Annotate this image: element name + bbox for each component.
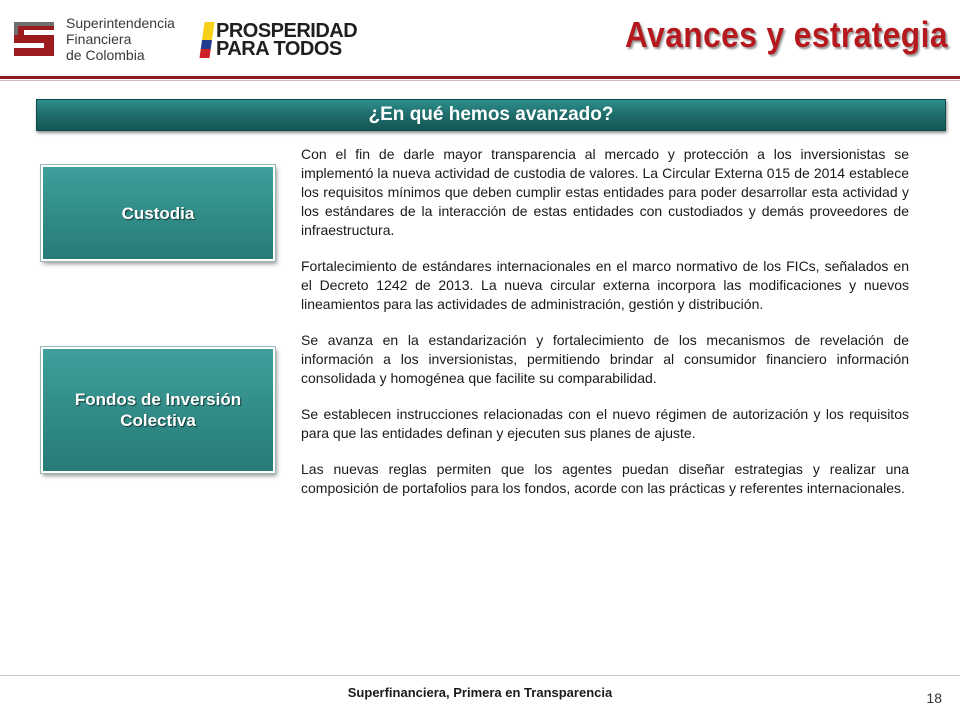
superfinanciera-logo-text — [66, 15, 175, 63]
prosperidad-logo — [202, 20, 357, 60]
page-number: 18 — [926, 690, 942, 706]
superfinanciera-logo-mark-icon — [8, 14, 60, 64]
footer-divider — [0, 675, 960, 676]
paragraph-disclosure: Se avanza en la estandarización y fortalecimiento de los mecanismos de revelación de información a los inversionistas, permitiendo brindar al consumidor financiero información consolidada y homogénea que facilite su comparabilidad. — [301, 332, 909, 386]
paragraph-portfolio: Las nuevas reglas permiten que los agentes puedan diseñar estrategias y realizar una composición de portafolios para los fondos, acorde con las prácticas y referentes internacionales. — [301, 461, 909, 496]
fondos-inversion-box — [41, 347, 275, 473]
sfc-logo-line-3: de Colombia — [66, 47, 145, 63]
pp-logo-line-1: PROSPERIDAD — [216, 20, 358, 42]
sfc-logo-line-2: Financiera — [66, 31, 132, 47]
section-banner — [36, 99, 946, 131]
prosperidad-logo-text — [216, 22, 357, 58]
custodia-box — [41, 165, 275, 261]
paragraph-authorization: Se establecen instrucciones relacionadas con el nuevo régimen de autorización y los requisitos para que las entidades definan y ejecuten sus planes de ajuste. — [301, 406, 909, 441]
paragraph-custodia: Con el fin de darle mayor transparencia al mercado y protección a los inversionistas se implementó la nueva actividad de custodia de valores. La Circular Externa 015 de 2014 establece los requisitos mínimos que deben cumplir estas entidades para poder desarrollar esta actividad y los estándares de la interacción de estas entidades con custodiados y demás proveedores de infraestructura. — [301, 146, 909, 238]
content-body — [301, 145, 909, 515]
fondos-label-line-1: Fondos de Inversión — [74, 390, 242, 409]
section-banner-text: ¿En qué hemos avanzado? — [368, 104, 614, 125]
custodia-label: Custodia — [121, 203, 195, 223]
superfinanciera-logo — [8, 12, 178, 66]
page-title: Avances y estrategia — [625, 14, 948, 55]
pp-logo-line-2: PARA TODOS — [216, 38, 342, 60]
header-divider — [0, 76, 960, 79]
footer-slogan: Superfinanciera, Primera en Transparencia — [347, 685, 613, 700]
paragraph-fics-standards: Fortalecimiento de estándares internacionales en el marco normativo de los FICs, señalados en el Decreto 1242 de 2013. La nueva circular externa incorpora las modificaciones y nuevos lineamientos para las actividades de administración, gestión y distribución. — [301, 258, 909, 312]
header-divider-thin — [0, 80, 960, 81]
fondos-label-line-2: Colectiva — [120, 411, 196, 430]
colombia-flag-icon — [199, 22, 214, 58]
sfc-logo-line-1: Superintendencia — [66, 15, 175, 31]
